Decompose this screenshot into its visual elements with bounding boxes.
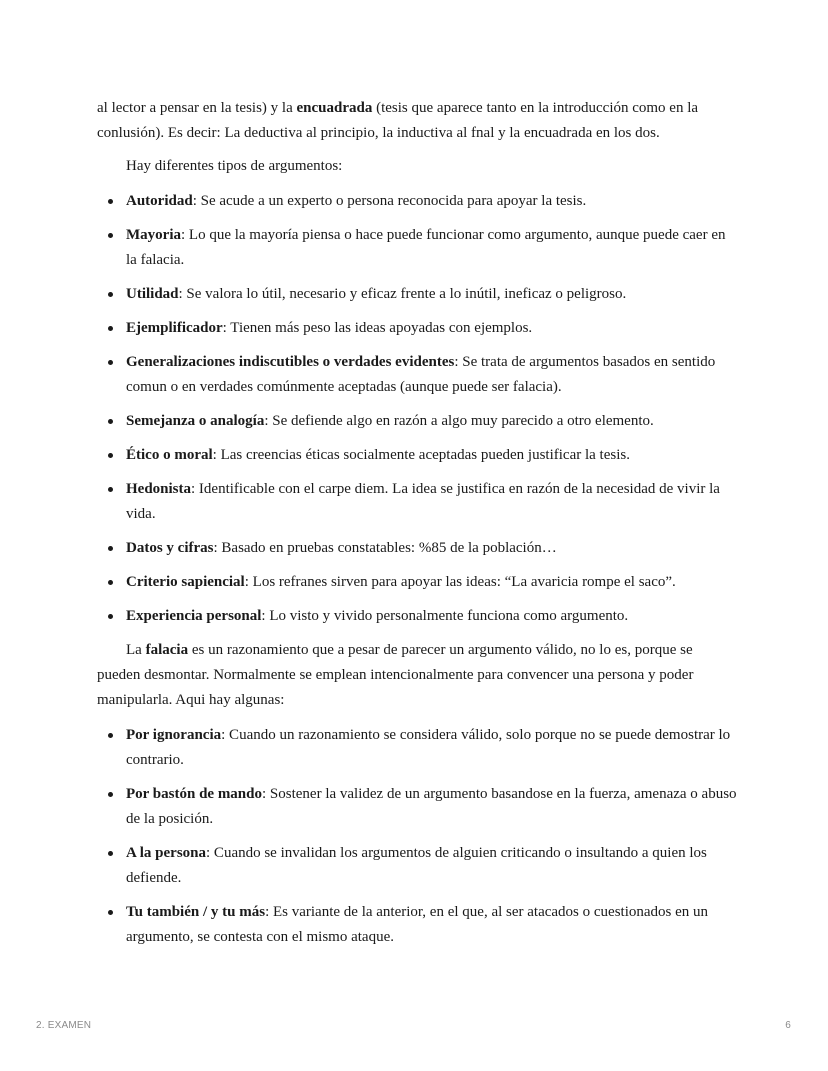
argument-item-text: : Lo visto y vivido personalmente funciona como argumento. — [261, 608, 629, 624]
argument-item-term: Autoridad — [126, 193, 193, 209]
argument-item — [97, 316, 737, 341]
intro-paragraph — [97, 96, 737, 146]
argument-item — [97, 477, 737, 527]
argument-item-text: : Lo que la mayoría piensa o hace puede funcionar como argumento, aunque puede caer en la falacia. — [126, 227, 726, 268]
fallacy-item — [97, 841, 737, 891]
footer-page-number: 6 — [785, 1020, 791, 1031]
arguments-list — [97, 189, 737, 629]
fallacy-text-end: es un razonamiento que a pesar de parecer un argumento válido, no lo es, porque se pueden desmontar. Normalmente se emplean intencionalmente para convencer una persona y poder manipularla. Aqui hay algunas: — [97, 642, 694, 708]
fallacy-item-term: A la persona — [126, 845, 207, 861]
argument-item — [97, 570, 737, 595]
fallacy-item — [97, 900, 737, 950]
fallacy-item-term: Tu también / y tu más — [126, 904, 266, 920]
fallacy-item — [97, 782, 737, 832]
fallacy-item-text: : Cuando se invalidan los argumentos de alguien criticando o insultando a quien los defiende. — [126, 845, 707, 886]
argument-item-term: Datos y cifras — [126, 540, 214, 556]
argument-item-text: : Se trata de argumentos basados en sentido comun o en verdades comúnmente aceptadas (aunque puede ser falacia). — [126, 354, 716, 395]
fallacy-item-text: : Es variante de la anterior, en el que, al ser atacados o cuestionados en un argumento, se contesta con el mismo ataque. — [126, 904, 709, 945]
argument-item — [97, 282, 737, 307]
document-body — [97, 96, 737, 959]
argument-item — [97, 409, 737, 434]
fallacy-paragraph — [97, 638, 737, 713]
fallacy-text-start: La — [126, 642, 146, 658]
fallacy-item-text: : Sostener la validez de un argumento basandose en la fuerza, amenaza o abuso de la posición. — [126, 786, 737, 827]
fallacy-item — [97, 723, 737, 773]
fallacy-item-term: Por ignorancia — [126, 727, 222, 743]
argument-item-term: Ejemplificador — [126, 320, 223, 336]
argument-item — [97, 443, 737, 468]
argument-item-text: : Los refranes sirven para apoyar las ideas: “La avaricia rompe el saco”. — [244, 574, 676, 590]
argument-item-term: Semejanza o analogía — [126, 413, 265, 429]
argument-item-text: : Identificable con el carpe diem. La idea se justifica en razón de la necesidad de vivir la vida. — [126, 481, 720, 522]
argument-item-text: : Basado en pruebas constatables: %85 de la población… — [213, 540, 557, 556]
argument-item-term: Criterio sapiencial — [126, 574, 245, 590]
fallacies-list — [97, 723, 737, 950]
argument-item-term: Hedonista — [126, 481, 192, 497]
argument-item-term: Experiencia personal — [126, 608, 262, 624]
argument-item-term: Mayoria — [126, 227, 181, 243]
argument-item — [97, 604, 737, 629]
intro-text-end: (tesis que aparece tanto en la introducción como en la conlusión). Es decir: La deductiva al principio, la inductiva al fnal y la encuadrada en los dos. — [97, 100, 699, 141]
argument-item-term: Generalizaciones indiscutibles o verdades evidentes — [126, 354, 455, 370]
intro-bold-term: encuadrada — [296, 100, 373, 116]
argument-item-text: : Se defiende algo en razón a algo muy parecido a otro elemento. — [264, 413, 654, 429]
argument-item-text: : Se valora lo útil, necesario y eficaz frente a lo inútil, ineficaz o peligroso. — [178, 286, 627, 302]
arguments-intro: Hay diferentes tipos de argumentos: — [126, 158, 343, 174]
argument-item-term: Utilidad — [126, 286, 179, 302]
argument-item — [97, 223, 737, 273]
footer-section: 2. EXAMEN — [36, 1020, 92, 1031]
argument-item — [97, 350, 737, 400]
argument-item — [97, 189, 737, 214]
fallacy-bold-term: falacia — [145, 642, 189, 658]
argument-item — [97, 536, 737, 561]
argument-item-text: : Se acude a un experto o persona reconocida para apoyar la tesis. — [192, 193, 587, 209]
fallacy-item-text: : Cuando un razonamiento se considera válido, solo porque no se puede demostrar lo contrario. — [126, 727, 731, 768]
intro-text-start: al lector a pensar en la tesis) y la — [97, 100, 297, 116]
fallacy-item-term: Por bastón de mando — [126, 786, 262, 802]
argument-item-text: : Las creencias éticas socialmente aceptadas pueden justificar la tesis. — [212, 447, 630, 463]
argument-item-term: Ético o moral — [126, 447, 213, 463]
argument-item-text: : Tienen más peso las ideas apoyadas con ejemplos. — [222, 320, 533, 336]
